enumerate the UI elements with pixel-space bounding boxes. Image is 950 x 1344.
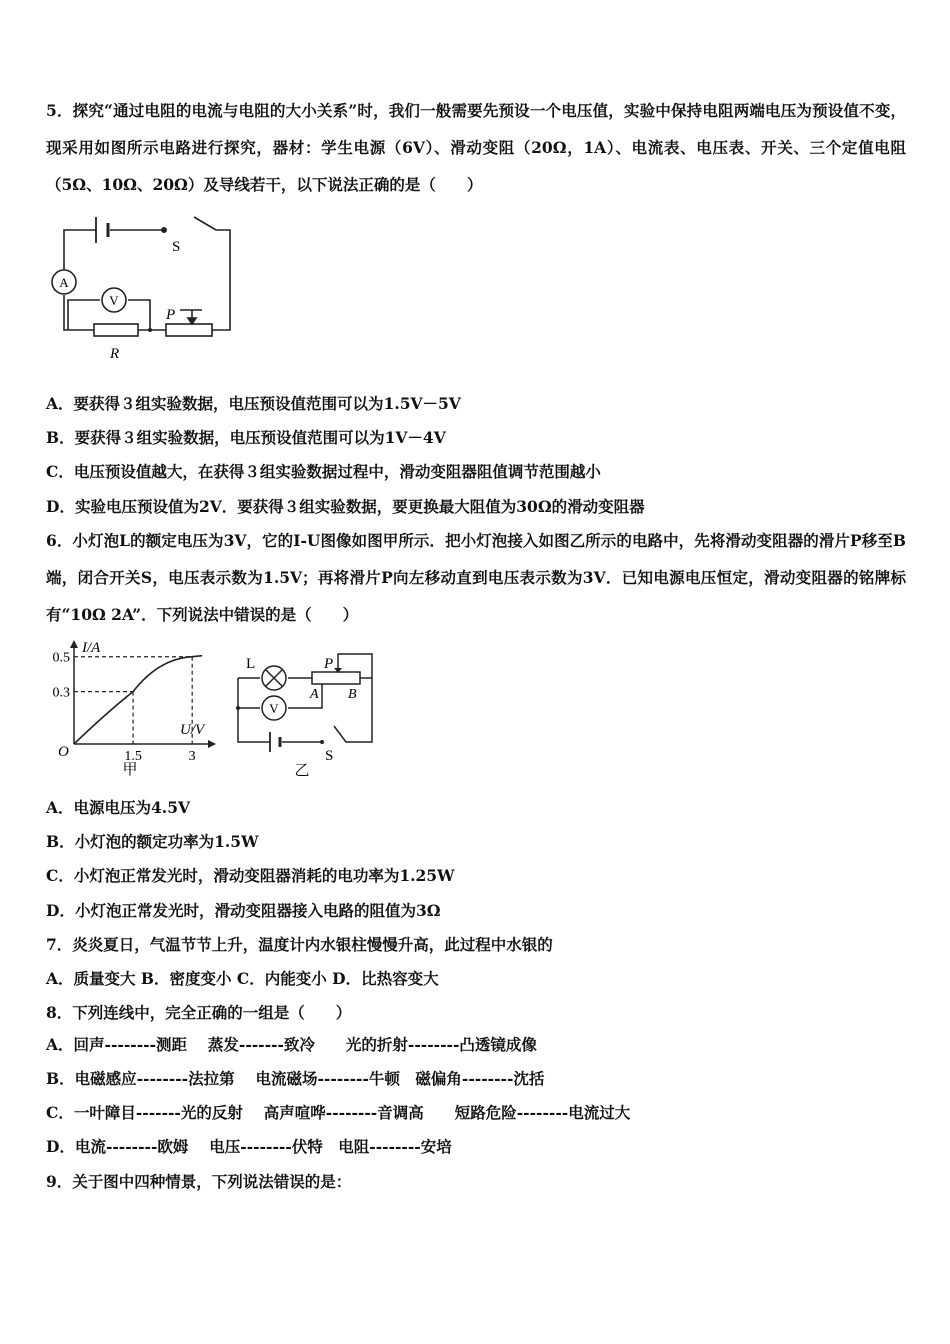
end-a-label: A: [310, 687, 319, 702]
graph-x-axis-label: U/V: [180, 722, 205, 738]
voltmeter-label: V: [109, 293, 119, 308]
circuit-caption: 乙: [294, 763, 310, 779]
y-tick-0.3: 0.3: [52, 685, 70, 701]
x-tick-1.5: 1.5: [124, 749, 142, 764]
q5-circuit-figure: [44, 205, 244, 365]
graph-y-axis-label: I/A: [82, 640, 101, 656]
question-5-stem: 5．探究“通过电阻的电流与电阻的大小关系”时，我们一般需要先预设一个电压值，实验中保持电阻两端电压为预设值不变，现采用如图所示电路进行探究，器材：学生电源（6V）、滑动变阻（20Ω，1A）、电流表、电压表、开关、三个定值电阻（5Ω、10Ω、20Ω）及导线若干，以下说法正确的是（ ）: [46, 101, 906, 194]
q8-option-a[interactable]: A．回声--------测距 蒸发-------致冷 光的折射--------凸透镜成像: [46, 1035, 537, 1054]
q6-option-c[interactable]: C．小灯泡正常发光时，滑动变阻器消耗的电功率为1.25W: [46, 866, 455, 885]
graph-caption: 甲: [122, 762, 138, 778]
q5-option-d[interactable]: D．实验电压预设值为2V．要获得３组实验数据，要更换最大阻值为30Ω的滑动变阻器: [46, 497, 645, 516]
ammeter-label: A: [59, 275, 69, 290]
q5-option-b[interactable]: B．要获得３组实验数据，电压预设值范围可以为1V－4V: [46, 428, 446, 447]
switch-label-2: S: [325, 748, 334, 764]
q5-option-c[interactable]: C．电压预设值越大，在获得３组实验数据过程中，滑动变阻器阻值调节范围越小: [46, 462, 601, 481]
slider-label: P: [166, 307, 176, 323]
y-tick-0.5: 0.5: [52, 650, 70, 666]
slider-label-2: P: [324, 656, 334, 672]
q8-option-b[interactable]: B．电磁感应--------法拉第 电流磁场--------牛顿 磁偏角--------沈括: [46, 1069, 545, 1088]
q8-option-c[interactable]: C．一叶障目-------光的反射 高声喧哗--------音调高 短路危险--------电流过大: [46, 1103, 631, 1122]
q6-option-b[interactable]: B．小灯泡的额定功率为1.5W: [46, 832, 259, 851]
question-9-stem: 9．关于图中四种情景，下列说法错误的是：: [46, 1172, 352, 1191]
x-tick-3: 3: [188, 749, 196, 764]
q5-option-a[interactable]: A．要获得３组实验数据，电压预设值范围可以为1.5V－5V: [46, 394, 461, 413]
question-7-stem: 7．炎炎夏日，气温节节上升，温度计内水银柱慢慢升高，此过程中水银的: [46, 935, 553, 954]
switch-label: S: [172, 239, 181, 255]
q6-circuit-figure: [230, 642, 390, 782]
q6-option-a[interactable]: A．电源电压为4.5V: [46, 798, 191, 817]
q7-options[interactable]: A．质量变大 B．密度变小 C．内能变小 D．比热容变大: [46, 969, 439, 988]
q6-iu-graph: [44, 636, 224, 778]
q8-option-d[interactable]: D．电流--------欧姆 电压--------伏特 电阻--------安培: [46, 1137, 452, 1156]
graph-origin-label: O: [58, 744, 69, 760]
lamp-label: L: [246, 656, 256, 672]
question-6-stem: 6．小灯泡L的额定电压为3V，它的I-U图像如图甲所示．把小灯泡接入如图乙所示的电路中，先将滑动变阻器的滑片P移至B端，闭合开关S，电压表示数为1.5V；再将滑片P向左移动直到电压表示数为3V．已知电源电压恒定，滑动变阻器的铭牌标有“10Ω 2A”．下列说法中错误的是（ ）: [46, 531, 906, 624]
resistor-label: R: [110, 346, 120, 362]
question-8-stem: 8．下列连线中，完全正确的一组是（ ）: [46, 1003, 352, 1022]
end-b-label: B: [348, 687, 357, 702]
q6-option-d[interactable]: D．小灯泡正常发光时，滑动变阻器接入电路的阻值为3Ω: [46, 901, 441, 920]
voltmeter-label-2: V: [269, 701, 279, 716]
